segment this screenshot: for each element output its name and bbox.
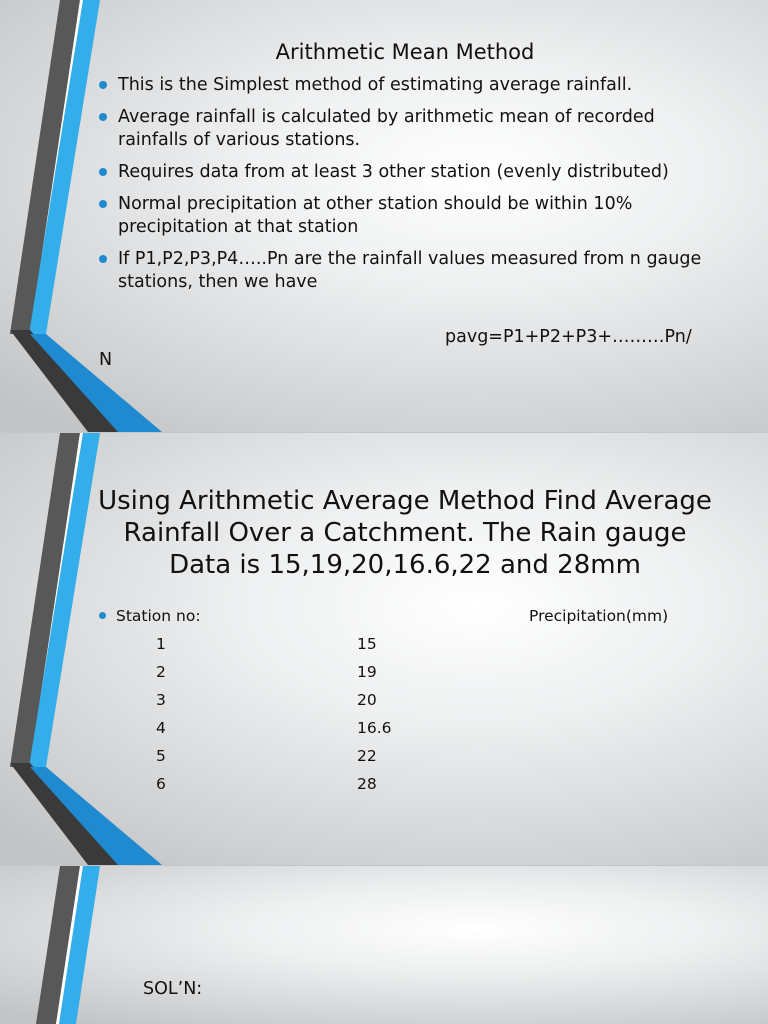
formula-tail: N xyxy=(99,350,113,370)
slide-title: Using Arithmetic Average Method Find Average Rainfall Over a Catchment. The Rain gauge Data is 15,19,20,16.6,22 and 28mm xyxy=(98,486,712,580)
station-number: 6 xyxy=(156,775,166,793)
station-number: 4 xyxy=(156,719,166,737)
precipitation-value: 16.6 xyxy=(357,719,392,737)
precipitation-value: 22 xyxy=(357,747,377,765)
header-station: Station no: xyxy=(116,607,201,625)
station-number: 2 xyxy=(156,663,166,681)
precipitation-value: 20 xyxy=(357,691,377,709)
slide-1 xyxy=(0,0,768,432)
list-item: This is the Simplest method of estimating average rainfall. xyxy=(98,74,723,97)
bullet-list xyxy=(98,74,723,303)
bullet-icon xyxy=(99,81,107,89)
bullet-icon xyxy=(99,113,107,121)
list-item: Normal precipitation at other station should be within 10% precipitation at that station xyxy=(98,193,723,239)
table-row xyxy=(0,745,500,773)
list-item: Average rainfall is calculated by arithmetic mean of recorded rainfalls of various stations. xyxy=(98,106,723,152)
slide-title: Arithmetic Mean Method xyxy=(275,40,535,64)
table-row xyxy=(0,773,500,801)
bullet-icon xyxy=(99,200,107,208)
bullet-icon xyxy=(99,168,107,176)
slide-2 xyxy=(0,433,768,865)
table-row xyxy=(0,661,500,689)
precipitation-value: 19 xyxy=(357,663,377,681)
table-row xyxy=(0,717,500,745)
station-number: 3 xyxy=(156,691,166,709)
solution-label: SOL’N: xyxy=(143,979,203,999)
table-row xyxy=(0,689,500,717)
list-item: Requires data from at least 3 other station (evenly distributed) xyxy=(98,161,723,184)
precipitation-value: 28 xyxy=(357,775,377,793)
table-row xyxy=(0,633,500,661)
header-precipitation: Precipitation(mm) xyxy=(529,607,669,625)
list-item: If P1,P2,P3,P4…..Pn are the rainfall values measured from n gauge stations, then we have xyxy=(98,248,723,294)
station-number: 5 xyxy=(156,747,166,765)
bullet-icon xyxy=(99,612,106,619)
station-number: 1 xyxy=(156,635,166,653)
formula-text: pavg=P1+P2+P3+………Pn/ xyxy=(445,327,692,347)
precipitation-value: 15 xyxy=(357,635,377,653)
bullet-icon xyxy=(99,255,107,263)
slide-3 xyxy=(0,866,768,1024)
